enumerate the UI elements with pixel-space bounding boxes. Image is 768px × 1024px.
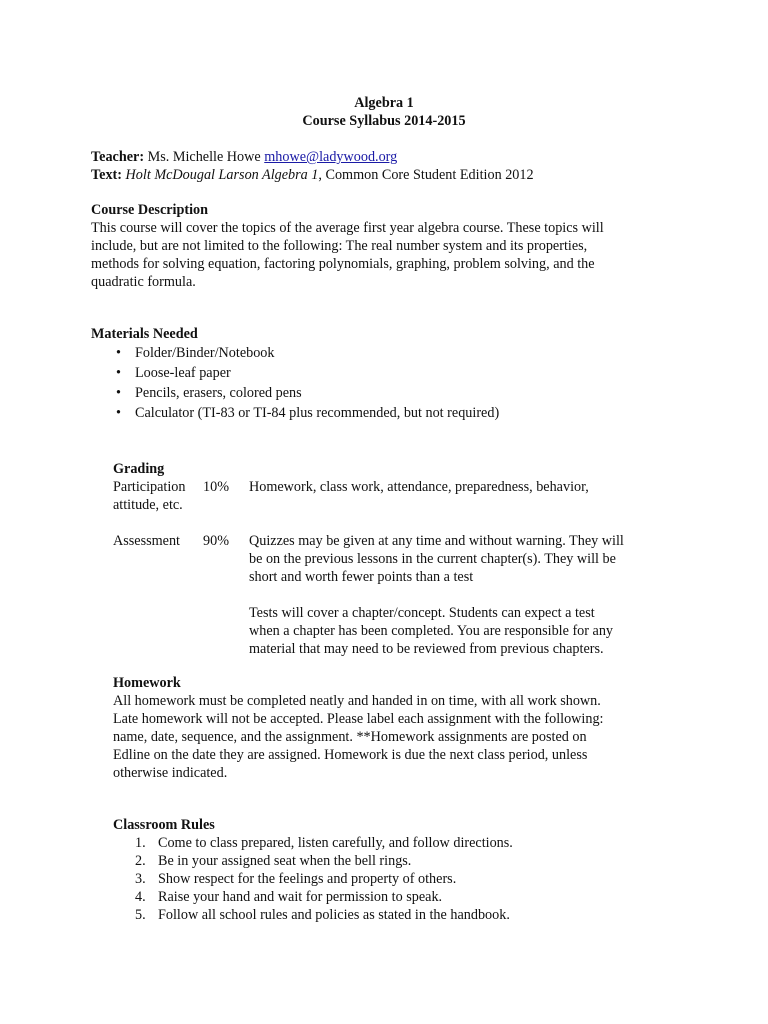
- course-description-line: quadratic formula.: [91, 274, 196, 290]
- grading-percent: 90%: [203, 533, 230, 549]
- classroom-rules-heading: Classroom Rules: [113, 817, 215, 833]
- classroom-rules-list: [113, 834, 673, 924]
- homework-line: Late homework will not be accepted. Please label each assignment with the following:: [113, 711, 604, 727]
- grading-category: [113, 478, 208, 514]
- text-edition: , Common Core Student Edition 2012: [318, 167, 534, 183]
- grading-row-participation: [113, 478, 673, 514]
- rule-number: 2.: [135, 853, 146, 869]
- list-item: [91, 383, 651, 403]
- rule-number: 4.: [135, 889, 146, 905]
- test-line: when a chapter has been completed. You are responsible for any: [249, 623, 614, 639]
- grading-heading: Grading: [113, 461, 165, 477]
- bullet: •: [116, 405, 121, 421]
- grading-percent: 10%: [203, 479, 230, 495]
- list-item: [91, 343, 651, 363]
- homework-paragraph: [113, 692, 643, 782]
- homework-line: Edline on the date they are assigned. Homework is due the next class period, unless: [113, 747, 588, 763]
- grading-category: Assessment: [113, 533, 180, 549]
- grading-description: Homework, class work, attendance, preparedness, behavior,: [249, 479, 589, 495]
- bullet: •: [116, 345, 121, 361]
- materials-item: Pencils, erasers, colored pens: [135, 385, 302, 401]
- rule-text: Come to class prepared, listen carefully, and follow directions.: [158, 835, 513, 851]
- document-title: Algebra 1: [354, 95, 414, 111]
- rule-text: Follow all school rules and policies as stated in the handbook.: [158, 907, 510, 923]
- list-item: [91, 403, 651, 423]
- rule-text: Raise your hand and wait for permission to speak.: [158, 889, 443, 905]
- bullet: •: [116, 385, 121, 401]
- course-description-heading: Course Description: [91, 202, 209, 218]
- grading-category-line: attitude, etc.: [113, 497, 183, 513]
- grading-row-assessment: [113, 532, 673, 658]
- quiz-line: be on the previous lessons in the current chapter(s). They will be: [249, 551, 616, 567]
- materials-item: Loose-leaf paper: [135, 365, 231, 381]
- teacher-label: Teacher:: [91, 149, 145, 165]
- materials-item: Calculator (TI-83 or TI-84 plus recommended, but not required): [135, 405, 500, 421]
- rule-text: Show respect for the feelings and property of others.: [158, 871, 457, 887]
- course-description-line: This course will cover the topics of the average first year algebra course. These topics will: [91, 220, 604, 236]
- list-item: [113, 870, 673, 888]
- homework-line: All homework must be completed neatly and handed in on time, with all work shown.: [113, 693, 601, 709]
- rule-text: Be in your assigned seat when the bell rings.: [158, 853, 412, 869]
- grading-category-line: Participation: [113, 479, 186, 495]
- homework-line: otherwise indicated.: [113, 765, 228, 781]
- materials-list: [91, 343, 651, 423]
- quiz-line: short and worth fewer points than a test: [249, 569, 474, 585]
- list-item: [113, 888, 673, 906]
- homework-heading: Homework: [113, 675, 181, 691]
- list-item: [113, 852, 673, 870]
- text-label: Text:: [91, 167, 122, 183]
- test-line: material that may need to be reviewed from previous chapters.: [249, 641, 604, 657]
- text-book-title: Holt McDougal Larson Algebra 1: [125, 167, 319, 183]
- bullet: •: [116, 365, 121, 381]
- text-line: [91, 166, 534, 184]
- grading-description: [249, 532, 659, 658]
- rule-number: 1.: [135, 835, 146, 851]
- rule-number: 5.: [135, 907, 146, 923]
- test-line: Tests will cover a chapter/concept. Students can expect a test: [249, 605, 595, 621]
- course-description-line: include, but are not limited to the following: The real number system and its properties,: [91, 238, 588, 254]
- course-description-line: methods for solving equation, factoring polynomials, graphing, problem solving, and the: [91, 256, 595, 272]
- list-item: [113, 906, 673, 924]
- teacher-name: Ms. Michelle Howe: [147, 149, 261, 165]
- rule-number: 3.: [135, 871, 146, 887]
- list-item: [113, 834, 673, 852]
- list-item: [91, 363, 651, 383]
- homework-line: name, date, sequence, and the assignment. **Homework assignments are posted on: [113, 729, 587, 745]
- quiz-line: Quizzes may be given at any time and without warning. They will: [249, 533, 624, 549]
- materials-item: Folder/Binder/Notebook: [135, 345, 275, 361]
- teacher-email-link[interactable]: mhowe@ladywood.org: [264, 149, 398, 165]
- document-subtitle: Course Syllabus 2014-2015: [302, 113, 466, 129]
- teacher-line: [91, 148, 397, 166]
- materials-heading: Materials Needed: [91, 326, 198, 342]
